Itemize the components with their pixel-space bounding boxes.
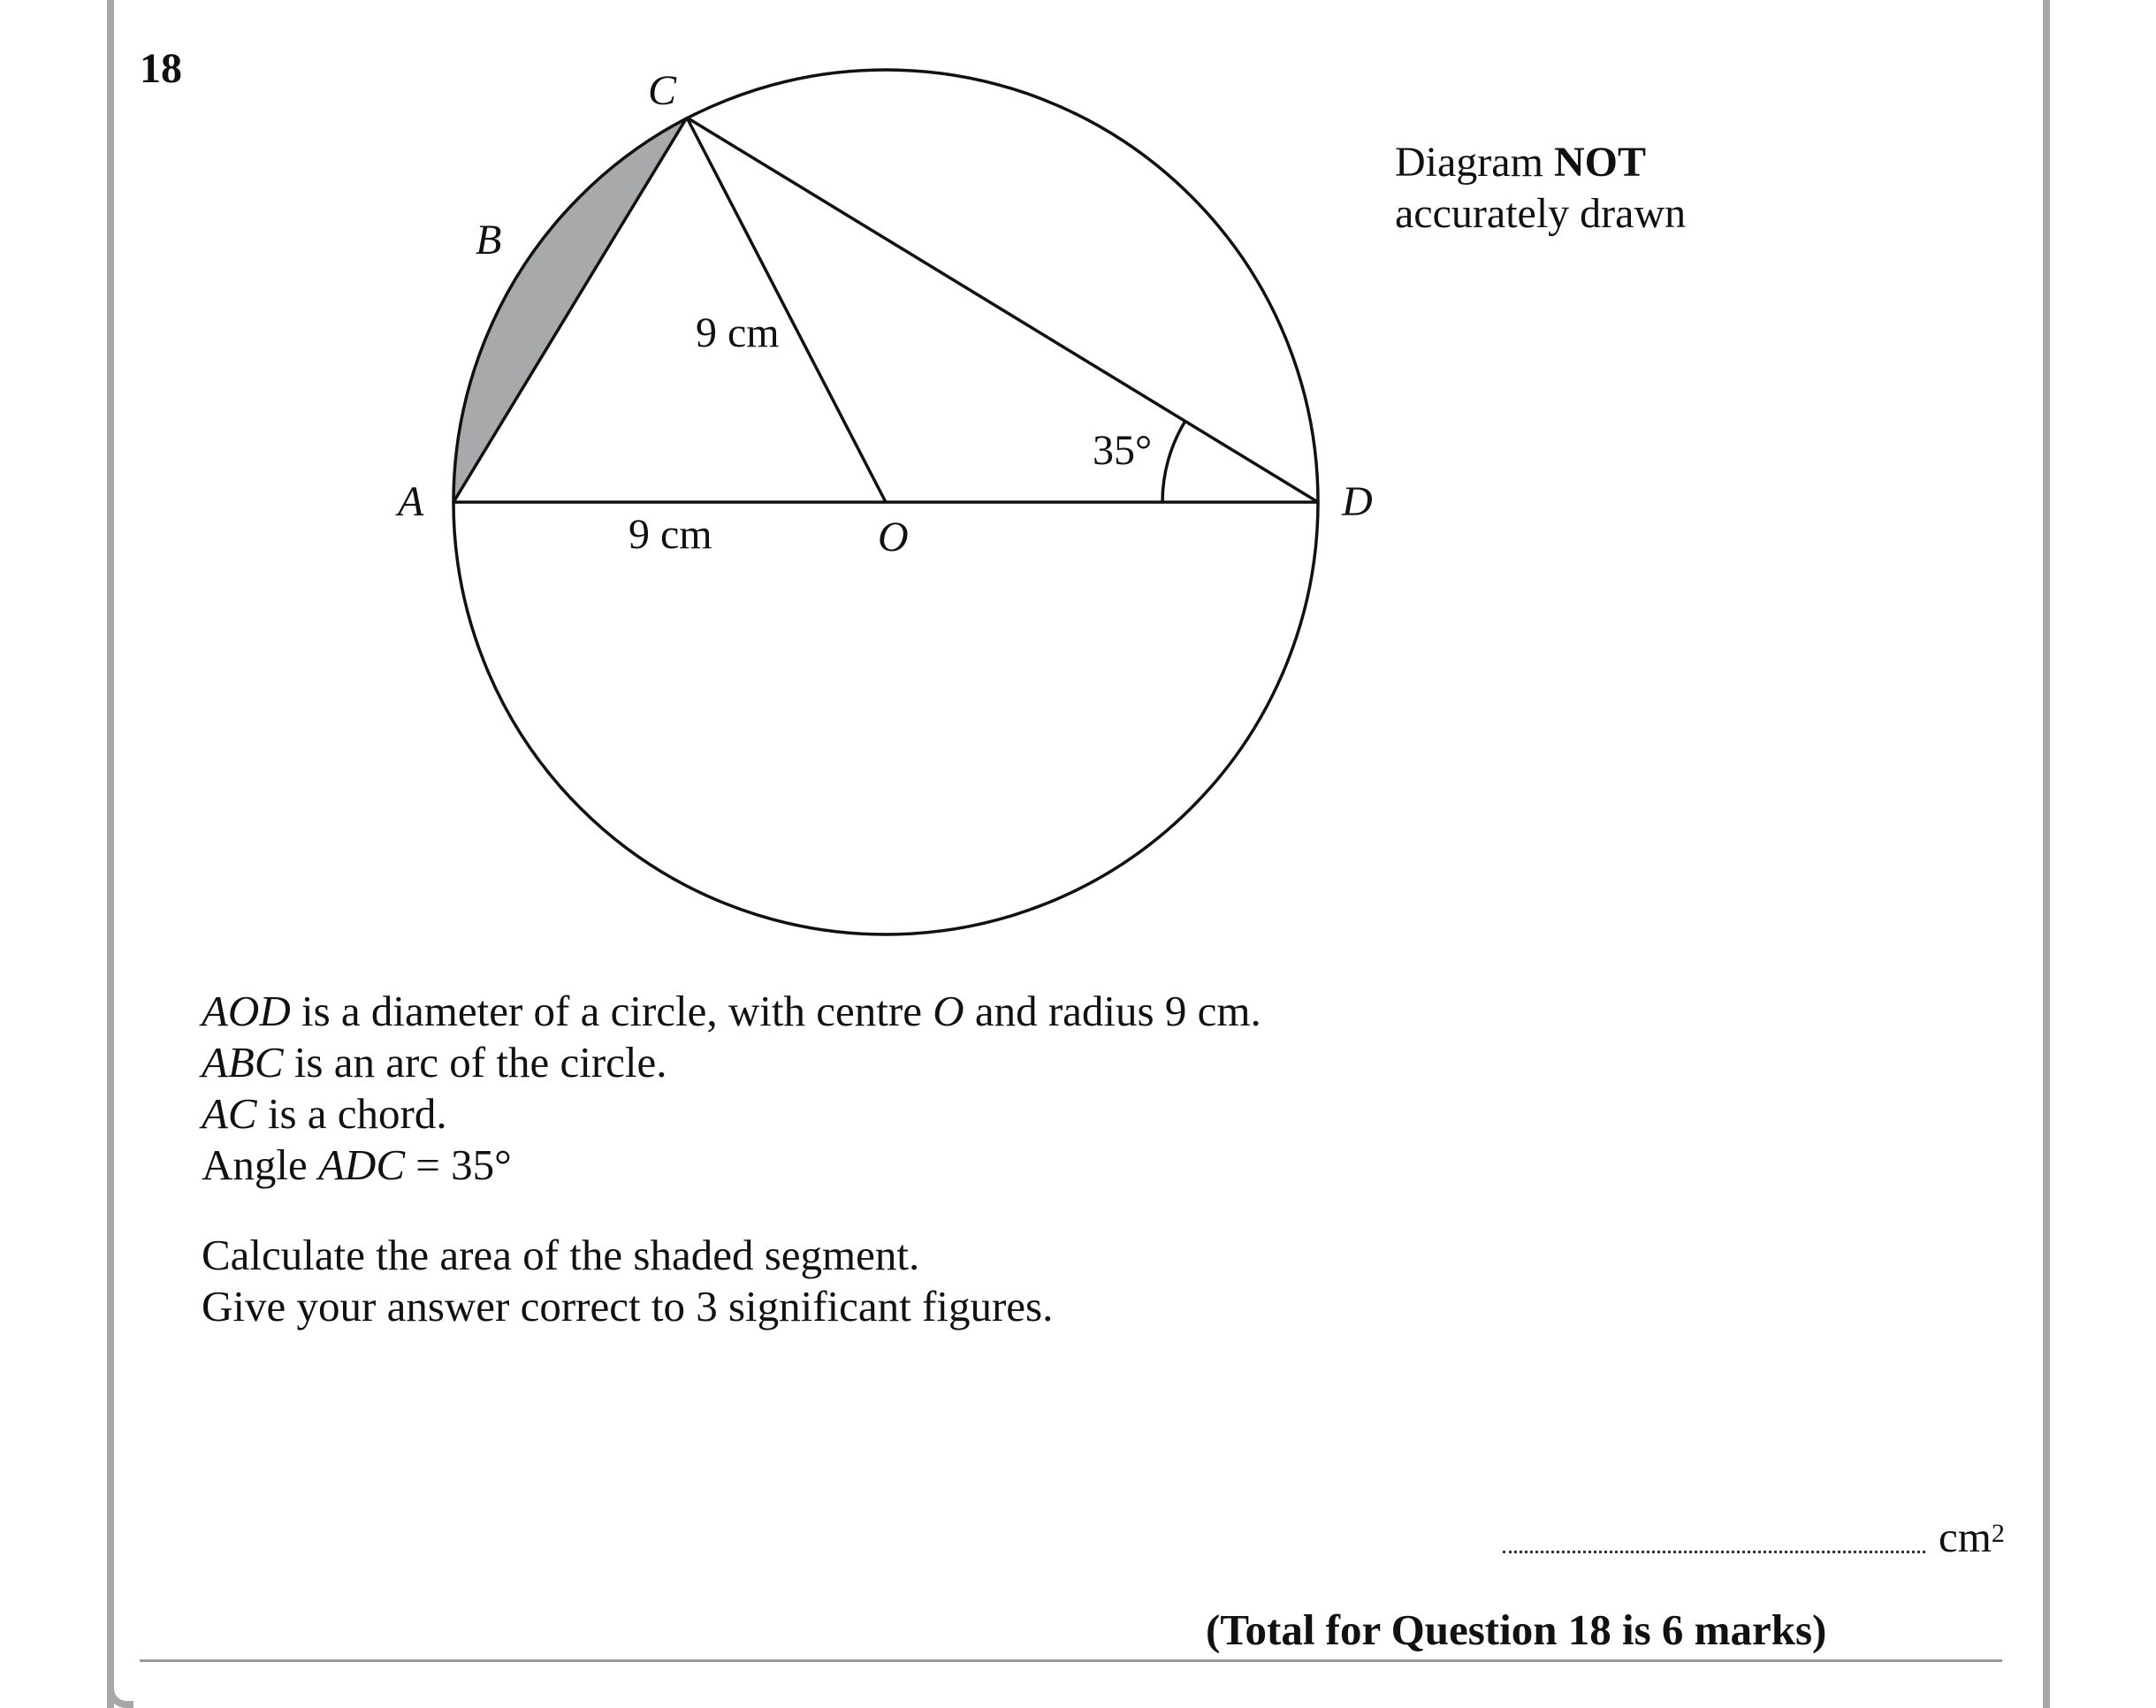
question-number: 18 — [140, 45, 182, 92]
angle-arc-d — [1162, 421, 1185, 502]
text-line-2: ABC is an arc of the circle. — [202, 1038, 667, 1087]
label-o: O — [878, 514, 909, 560]
diagram-note-bold: NOT — [1553, 139, 1646, 186]
bottom-rule — [140, 1659, 2002, 1662]
length-oc-label: 9 cm — [696, 309, 780, 356]
label-a: A — [398, 478, 424, 525]
answer-area[interactable] — [1503, 1512, 2007, 1574]
angle-d-label: 35° — [1093, 427, 1153, 474]
instruction-line-1: Calculate the area of the shaded segment. — [202, 1231, 920, 1279]
total-marks: (Total for Question 18 is 6 marks) — [1206, 1605, 1827, 1654]
answer-unit: $cm^2$ — [1939, 1513, 2005, 1561]
label-c: C — [648, 67, 677, 114]
diagram-note — [1395, 137, 1686, 240]
diagram-note-prefix: Diagram — [1395, 139, 1543, 186]
chord-cd — [687, 118, 1318, 502]
text-line-4: Angle ADC = 35° — [202, 1140, 512, 1189]
text-line-1: AOD is a diameter of a circle, with centre O and radius 9 cm. — [202, 987, 1261, 1035]
length-ao-label: 9 cm — [629, 511, 712, 558]
chord-ac — [453, 118, 687, 502]
answer-dotted-line[interactable] — [1503, 1551, 1925, 1553]
label-d: D — [1342, 478, 1373, 525]
instruction-line-2: Give your answer correct to 3 significant figures. — [202, 1282, 1054, 1331]
label-b: B — [476, 217, 502, 263]
text-line-3: AC is a chord. — [202, 1089, 447, 1138]
diagram-note-suffix: accurately drawn — [1395, 190, 1687, 237]
question-text — [202, 986, 1261, 1332]
